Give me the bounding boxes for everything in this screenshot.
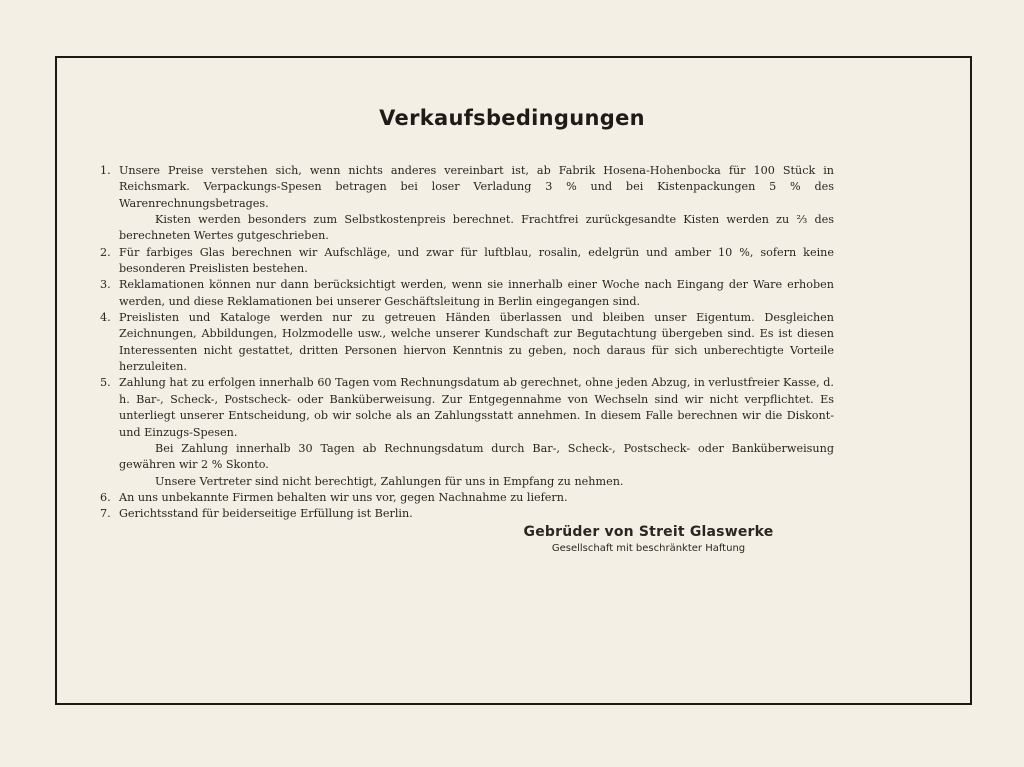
document-title: Verkaufsbedingungen (379, 106, 645, 130)
term-number: 5. (100, 376, 111, 390)
term-7 (100, 506, 834, 522)
term-number: 3. (100, 278, 111, 292)
term-1 (100, 163, 834, 245)
term-text: Preislisten und Kataloge werden nur zu getreuen Händen überlassen und bleiben unser Eigentum. Desgleichen Zeichnungen, Abbildungen, Holzmodelle usw., welche unserer Kundschaft zur Begutachtung übergeben sind. Es ist diesen Interessenten nicht gestattet, dritten Personen hiervon Kenntnis zu geben, noch daraus für sich unberechtigte Vorteile herzuleiten. (119, 311, 834, 374)
term-text: Bei Zahlung innerhalb 30 Tagen ab Rechnungsdatum durch Bar-, Scheck-, Postscheck- oder Banküberweisung gewähren wir 2 % Skonto. (119, 441, 834, 472)
term-6 (100, 490, 834, 506)
term-text: Reklamationen können nur dann berücksichtigt werden, wenn sie innerhalb einer Woche nach Eingang der Ware erhoben werden, und diese Reklamationen bei unserer Geschäftsleitung in Berlin eingegangen sind. (119, 278, 834, 308)
term-text: An uns unbekannte Firmen behalten wir uns vor, gegen Nachnahme zu liefern. (119, 490, 568, 504)
term-number: 2. (100, 245, 111, 259)
term-text: Unsere Vertreter sind nicht berechtigt, Zahlungen für uns in Empfang zu nehmen. (155, 474, 624, 488)
term-number: 7. (100, 507, 111, 521)
term-4 (100, 310, 834, 375)
term-text: Kisten werden besonders zum Selbstkostenpreis berechnet. Frachtfrei zurückgesandte Kisten werden zu ⅔ des berechneten Wertes gutgeschrieben. (119, 213, 834, 243)
term-number: 4. (100, 311, 111, 325)
company-name: Gebrüder von Streit Glaswerke (523, 524, 774, 540)
term-number: 6. (100, 490, 111, 504)
company-legal-form: Gesellschaft mit beschränkter Haftung (551, 543, 746, 554)
term-number: 1. (100, 164, 111, 177)
term-3 (100, 277, 834, 310)
terms-list (100, 163, 834, 523)
term-text: Für farbiges Glas berechnen wir Aufschläge, und zwar für luftblau, rosalin, edelgrün und amber 10 %, sofern keine besonderen Preislisten bestehen. (119, 245, 834, 276)
term-2 (100, 245, 834, 278)
term-text: Gerichtsstand für beiderseitige Erfüllung ist Berlin. (119, 507, 413, 521)
term-5 (100, 375, 834, 489)
term-text: Unsere Preise verstehen sich, wenn nichts anderes vereinbart ist, ab Fabrik Hosena-Hohenbocka für 100 Stück in Reichsmark. Verpackungs-Spesen betragen bei loser Verladung 3 % und bei Kistenpackungen 5 % des Warenrechnungsbetrages. (119, 164, 834, 210)
term-text: Zahlung hat zu erfolgen innerhalb 60 Tagen vom Rechnungsdatum ab gerechnet, ohne jeden Abzug, in verlustfreier Kasse, d. h. Bar-, Scheck-, Postscheck- oder Banküberweisung. Zur Entgegennahme von Wechseln sind wir nicht verpflichtet. Es unterliegt unserer Entscheidung, ob wir solche als an Zahlungsstatt annehmen. In diesem Falle berechnen wir die Diskont- und Einzugs-Spesen. (119, 376, 834, 439)
signature-block (500, 524, 797, 554)
